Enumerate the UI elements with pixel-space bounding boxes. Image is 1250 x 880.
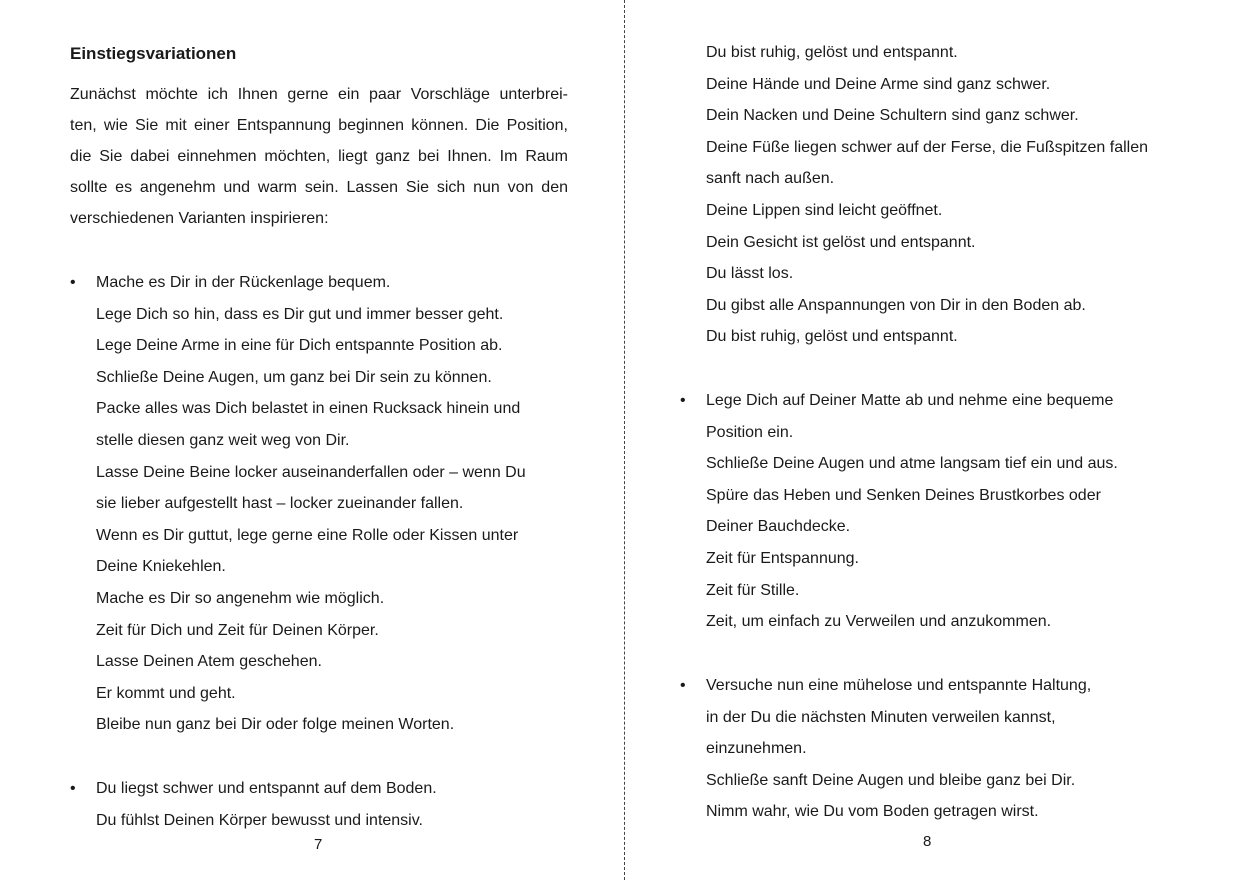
bullet-item-2 xyxy=(70,773,570,836)
bullet-item-4 xyxy=(680,670,1190,828)
list-line: Packe alles was Dich belastet in einen Rucksack hinein und xyxy=(96,400,521,418)
list-line: Du gibst alle Anspannungen von Dir in den Boden ab. xyxy=(706,296,1086,314)
list-line: Zeit für Dich und Zeit für Deinen Körper. xyxy=(96,621,379,639)
list-line: sie lieber aufgestellt hast – locker zueinander fallen. xyxy=(96,495,464,513)
list-line: Du lässt los. xyxy=(706,265,794,283)
list-line: sanft nach außen. xyxy=(706,170,835,188)
list-line: Spüre das Heben und Senken Deines Brustkorbes oder xyxy=(706,486,1101,504)
bullet-icon: • xyxy=(680,677,686,694)
bullet-icon: • xyxy=(680,392,686,409)
list-line: Schließe Deine Augen, um ganz bei Dir sein zu können. xyxy=(96,368,492,386)
section-heading: Einstiegsvariationen xyxy=(70,44,237,63)
list-line: Du liegst schwer und entspannt auf dem Boden. xyxy=(96,780,437,797)
intro-line: Zunächst möchte ich Ihnen gerne ein paar Vorschläge unterbrei- xyxy=(70,86,568,103)
list-line: Du fühlst Deinen Körper bewusst und intensiv. xyxy=(96,811,423,829)
intro-line: ten, wie Sie mit einer Entspannung beginnen können. Die Position, xyxy=(70,117,568,134)
list-line: Du bist ruhig, gelöst und entspannt. xyxy=(706,328,958,346)
list-line: Deine Hände und Deine Arme sind ganz schwer. xyxy=(706,75,1051,93)
list-line: Deine Füße liegen schwer auf der Ferse, die Fußspitzen fallen xyxy=(706,138,1148,156)
page-divider xyxy=(624,0,625,880)
list-line: Lege Dich so hin, dass es Dir gut und immer besser geht. xyxy=(96,305,504,323)
intro-line: sollte es angenehm und warm sein. Lassen Sie sich nun von den xyxy=(70,179,568,196)
bullet-item-3 xyxy=(680,385,1190,638)
list-line: Deine Kniekehlen. xyxy=(96,558,226,576)
list-line: Deiner Bauchdecke. xyxy=(706,518,851,536)
list-line: Lege Dich auf Deiner Matte ab und nehme eine bequeme xyxy=(706,392,1114,409)
left-page xyxy=(70,0,570,880)
list-line: Zeit für Entspannung. xyxy=(706,549,859,567)
intro-line: die Sie dabei einnehmen möchten, liegt ganz bei Ihnen. Im Raum xyxy=(70,148,568,165)
list-line: Du bist ruhig, gelöst und entspannt. xyxy=(706,44,958,61)
list-line: Lasse Deine Beine locker auseinanderfallen oder – wenn Du xyxy=(96,463,526,481)
list-line: Er kommt und geht. xyxy=(96,684,236,702)
intro-paragraph xyxy=(70,79,568,234)
list-line: Schließe Deine Augen und atme langsam tief ein und aus. xyxy=(706,455,1118,473)
list-line: Dein Gesicht ist gelöst und entspannt. xyxy=(706,233,976,251)
list-line: Bleibe nun ganz bei Dir oder folge meinen Worten. xyxy=(96,716,455,734)
list-line: Mache es Dir so angenehm wie möglich. xyxy=(96,589,385,607)
list-line: in der Du die nächsten Minuten verweilen kannst, xyxy=(706,708,1056,726)
list-line: Deine Lippen sind leicht geöffnet. xyxy=(706,201,943,219)
list-line: Zeit für Stille. xyxy=(706,581,800,599)
intro-line: verschiedenen Varianten inspirieren: xyxy=(70,210,329,227)
list-line: Lasse Deinen Atem geschehen. xyxy=(96,653,322,671)
list-line: Lege Deine Arme in eine für Dich entspannte Position ab. xyxy=(96,337,503,355)
list-line: Versuche nun eine mühelose und entspannte Haltung, xyxy=(706,677,1092,694)
bullet-icon: • xyxy=(70,274,76,291)
list-line: stelle diesen ganz weit weg von Dir. xyxy=(96,431,350,449)
list-line: einzunehmen. xyxy=(706,740,807,758)
bullet-item-1 xyxy=(70,267,570,741)
continuation-block xyxy=(680,37,1190,353)
list-line: Schließe sanft Deine Augen und bleibe ganz bei Dir. xyxy=(706,771,1076,789)
list-line: Position ein. xyxy=(706,423,794,441)
page-number: 7 xyxy=(314,836,323,853)
list-line: Dein Nacken und Deine Schultern sind ganz schwer. xyxy=(706,107,1079,125)
list-line: Nimm wahr, wie Du vom Boden getragen wirst. xyxy=(706,803,1039,821)
list-line: Mache es Dir in der Rückenlage bequem. xyxy=(96,274,391,291)
bullet-icon: • xyxy=(70,780,76,797)
list-line: Wenn es Dir guttut, lege gerne eine Rolle oder Kissen unter xyxy=(96,526,519,544)
list-line: Zeit, um einfach zu Verweilen und anzukommen. xyxy=(706,613,1052,631)
right-page xyxy=(680,0,1190,880)
page-number: 8 xyxy=(923,833,932,850)
